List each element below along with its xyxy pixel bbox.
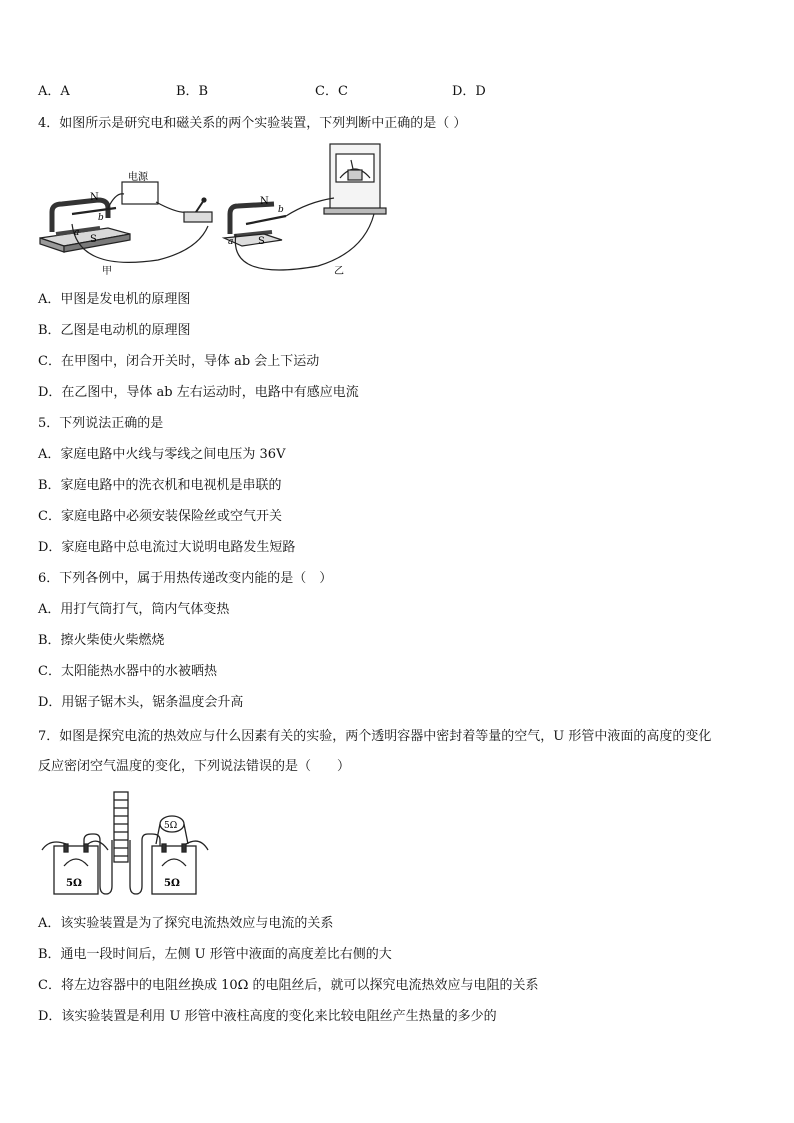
q5-stem: 5．下列说法正确的是: [38, 416, 164, 431]
q7-stem-line2: 反应密闭空气温度的变化，下列说法错误的是（ ）: [38, 759, 351, 774]
q7-stem-line1: 7．如图是探究电流的热效应与什么因素有关的实验，两个透明容器中密封着等量的空气，U 形管中液面的高度的变化: [38, 729, 712, 744]
q4-label-b1: b: [98, 213, 104, 223]
q7-parallel-resistor: 5Ω: [164, 821, 178, 831]
q5-option-b: B．家庭电路中的洗衣机和电视机是串联的: [38, 478, 282, 493]
q7-left-resistor: 5Ω: [66, 878, 82, 889]
q4-option-d: D．在乙图中，导体 ab 左右运动时，电路中有感应电流: [38, 385, 359, 400]
q7-option-d: D．该实验装置是利用 U 形管中液柱高度的变化来比较电阻丝产生热量的多少的: [38, 1009, 497, 1024]
q4-label-s2: S: [258, 236, 265, 247]
q4-label-b2: b: [278, 205, 284, 215]
q5-option-a: A．家庭电路中火线与零线之间电压为 36V: [38, 447, 286, 462]
q3-option-b: B．B: [176, 84, 209, 99]
q7-figure: [38, 790, 218, 902]
q6-option-d: D．用锯子锯木头，锯条温度会升高: [38, 695, 244, 710]
q6-option-a: A．用打气筒打气，筒内气体变热: [38, 602, 230, 617]
q3-option-d: D．D: [452, 84, 486, 99]
q7-option-c: C．将左边容器中的电阻丝换成 10Ω 的电阻丝后，就可以探究电流热效应与电阻的关系: [38, 978, 539, 993]
q7-option-a: A．该实验装置是为了探究电流热效应与电流的关系: [38, 916, 334, 931]
q4-caption-left: 甲: [102, 266, 112, 277]
q6-stem: 6．下列各例中，属于用热传递改变内能的是（ ）: [38, 571, 333, 586]
q4-figure: [38, 142, 398, 282]
q7-right-resistor: 5Ω: [164, 878, 180, 889]
q3-option-c: C．C: [315, 84, 348, 99]
q4-power-label: 电源: [128, 172, 148, 183]
q6-option-b: B．擦火柴使火柴燃烧: [38, 633, 165, 648]
q4-figure-left: [40, 182, 212, 262]
q4-stem: 4．如图所示是研究电和磁关系的两个实验装置，下列判断中正确的是（ ）: [38, 116, 467, 131]
q4-label-s1: S: [90, 234, 97, 245]
q4-caption-right: 乙: [334, 266, 344, 277]
q4-option-b: B．乙图是电动机的原理图: [38, 323, 191, 338]
q4-label-a1: a: [74, 228, 80, 238]
q4-label-n2: N: [260, 196, 269, 207]
q4-option-a: A．甲图是发电机的原理图: [38, 292, 191, 307]
q5-option-c: C．家庭电路中必须安装保险丝或空气开关: [38, 509, 282, 524]
q4-option-c: C．在甲图中，闭合开关时，导体 ab 会上下运动: [38, 354, 320, 369]
q3-option-a: A．A: [38, 84, 70, 99]
q4-figure-right: [224, 144, 386, 270]
q5-option-d: D．家庭电路中总电流过大说明电路发生短路: [38, 540, 296, 555]
q4-label-n1: N: [90, 192, 99, 203]
q6-option-c: C．太阳能热水器中的水被晒热: [38, 664, 217, 679]
q3-options: [38, 82, 538, 102]
q7-option-b: B．通电一段时间后，左侧 U 形管中液面的高度差比右侧的大: [38, 947, 392, 962]
q4-label-a2: a: [228, 237, 234, 247]
